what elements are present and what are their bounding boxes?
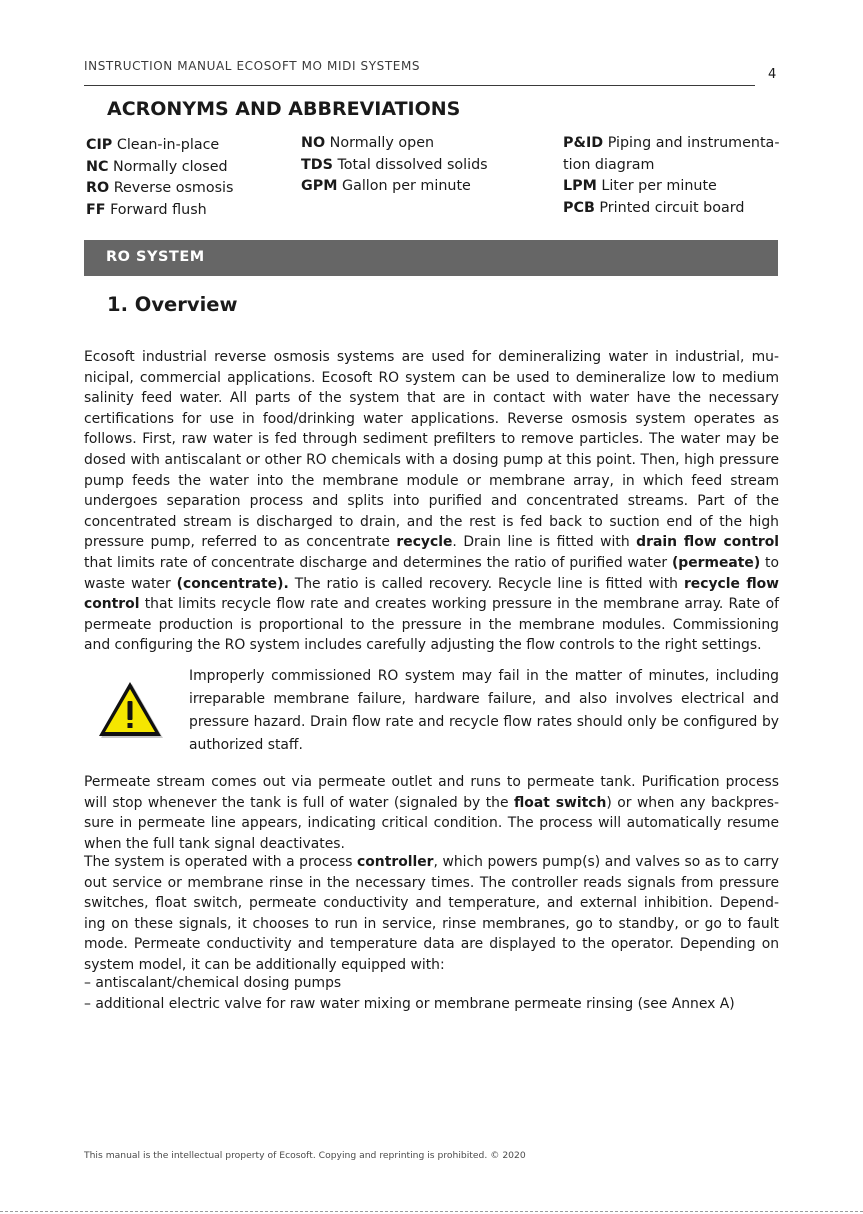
- bold-term: drain flow control: [636, 534, 780, 551]
- bold-term: float switch: [513, 794, 607, 811]
- acronym-entry: NO Normally open: [301, 135, 435, 151]
- acronyms-heading: ACRONYMS AND ABBREVIATIONS: [107, 98, 461, 120]
- footer-copyright: This manual is the intellectual property of Ecosoft. Copying and reprinting is prohibited. © 2020: [84, 1150, 526, 1161]
- acronym-entry: NC Normally closed: [86, 158, 228, 175]
- overview-paragraph-2: Permeate stream comes out via permeate outlet and runs to permeate tank. Purification process will stop whenever the tank is full of water (signaled by the float switch) or when any backpres- sure in permeate line appears, indicating critical condition. The process will automatically resume when the full tank signal deactivates.: [84, 774, 779, 852]
- section-title: RO SYSTEM: [106, 249, 205, 265]
- overview-paragraph-1: Ecosoft industrial reverse osmosis systems are used for demineralizing water in industrial, mu- nicipal, commercial applications. Ecosoft RO system can be used to demineralize low to medium salinity feed water. All parts of the system that are in contact with water have the necessary certifications for use in food/drinking water applications. Reverse osmosis system operates as follows. First, raw water is fed through sediment prefilters to remove particles. The water may be dosed with antiscalant or other RO chemicals with a dosing pump at this point. Then, high pressure pump feeds the water into the membrane module or membrane array, in which feed stream undergoes separation process and splits into purified and concentrated streams. Part of the concentrated stream is discharged to drain, and the rest is fed back to suction end of the high pressure pump, referred to as concentrate recycle. Drain line is fitted with drain flow control that limits rate of concentrate discharge and determines the ratio of purified water (permeate) to waste water (concentrate). The ratio is called recovery. Recycle line is fitted with recycle flow control that limits recycle flow rate and creates working pressure in the membrane array. Rate of permeate production is proportional to the pressure in the membrane modules. Commissioning and configuring the RO system includes carefully adjusting the flow controls to the right settings.: [84, 349, 780, 654]
- bold-term: recycle flow control: [84, 575, 779, 613]
- acronym-entry: tion diagram: [563, 156, 655, 173]
- list-item: – antiscalant/chemical dosing pumps: [84, 975, 342, 991]
- acronym-entry: TDS Total dissolved solids: [301, 156, 488, 173]
- warning-triangle-icon: [96, 679, 164, 739]
- acronyms-column-1: [86, 135, 276, 221]
- overview-paragraph-3: The system is operated with a process controller, which powers pump(s) and valves so as to carry out service or membrane rinse in the necessary times. The controller reads signals from pressure switches, float switch, permeate conductivity and temperature, and external inhibition. Depend- ing on these signals, it chooses to run in service, rinse membranes, go to standby, or go to fault mode. Permeate conductivity and temperature data are displayed to the operator. Depending on system model, it can be additionally equipped with:: [84, 854, 779, 973]
- bold-term: (permeate): [671, 554, 761, 571]
- bold-term: recycle: [396, 534, 453, 551]
- page-bottom-edge: [0, 1211, 863, 1212]
- acronyms-column-2: [301, 133, 541, 198]
- bold-term: controller: [357, 854, 434, 870]
- acronym-entry: P&ID Piping and instrumenta-: [563, 135, 780, 151]
- overview-heading: 1. Overview: [107, 293, 238, 316]
- acronym-entry: PCB Printed circuit board: [563, 199, 745, 216]
- section-bar: [84, 240, 778, 276]
- list-item: – additional electric valve for raw water mixing or membrane permeate rinsing (see Annex A): [84, 996, 735, 1012]
- acronym-entry: GPM Gallon per minute: [301, 178, 471, 194]
- page-number: 4: [768, 67, 777, 82]
- acronym-entry: RO Reverse osmosis: [86, 180, 234, 196]
- acronym-entry: FF Forward flush: [86, 201, 207, 218]
- acronyms-column-3: [563, 133, 781, 219]
- warning-message: Improperly commissioned RO system may fail in the matter of minutes, including irreparable membrane failure, hardware failure, and also involves electrical and pressure hazard. Drain flow rate and recycle flow rates should only be configured by authorized staff.: [189, 668, 779, 753]
- bold-term: (concentrate).: [176, 575, 289, 592]
- header-divider: [84, 85, 755, 86]
- acronym-entry: LPM Liter per minute: [563, 178, 717, 194]
- acronym-entry: CIP Clean-in-place: [86, 137, 220, 153]
- running-header: INSTRUCTION MANUAL ECOSOFT MO MIDI SYSTEMS: [84, 59, 421, 73]
